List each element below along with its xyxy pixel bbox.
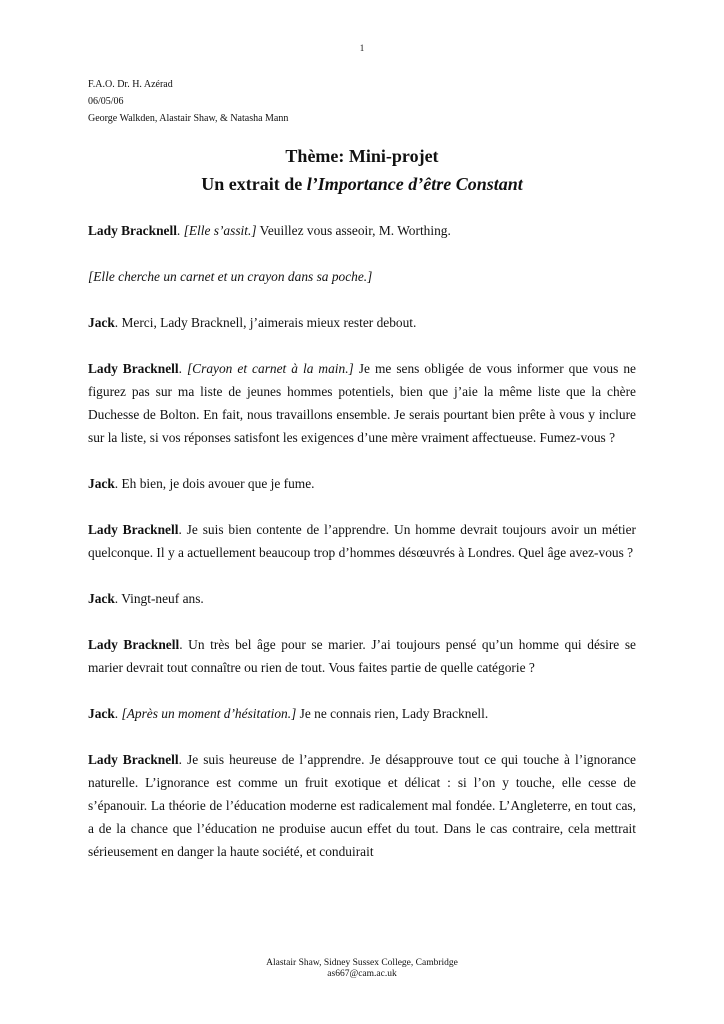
speaker-name: Jack [88,476,115,491]
speaker-name: Lady Bracknell [88,522,179,537]
page-number: 1 [359,43,365,53]
dialogue-text: Je suis bien contente de l’apprendre. Un homme devrait toujours avoir un métier quelconque. Il y a actuellement beaucoup trop d’hommes désœuvrés à Londres. Quel âge avez-vous ? [88,522,636,560]
speaker-name: Jack [88,591,115,606]
speaker-separator: . [178,361,187,376]
dialogue-paragraph [88,587,636,610]
dialogue-text: Merci, Lady Bracknell, j’aimerais mieux rester debout. [121,315,417,330]
stage-direction: [Elle cherche un carnet et un crayon dans sa poche.] [88,269,373,284]
speaker-separator: . [178,752,187,767]
dialogue-paragraph [88,265,636,288]
dialogue-paragraph [88,472,636,495]
dialogue-text: Un très bel âge pour se marier. J’ai toujours pensé qu’un homme qui désire se marier devrait tout connaître ou rien de tout. Vous faites partie de quelle catégorie ? [88,637,636,675]
speaker-separator: . [114,315,122,330]
speaker-separator: . [114,476,122,491]
dialogue-paragraph [88,219,636,242]
dialogue-text: Je ne connais rien, Lady Bracknell. [296,706,489,721]
dialogue-paragraph [88,357,636,449]
document-header [88,76,288,127]
stage-direction: [Après un moment d’hésitation.] [121,706,297,721]
speaker-separator: . [176,223,184,238]
speaker-separator: . [114,706,122,721]
title-play-name: l’Importance d’être Constant [306,174,523,194]
speaker-name: Lady Bracknell [88,223,177,238]
authors-line: George Walkden, Alastair Shaw, & Natasha Mann [88,113,289,124]
speaker-separator: . [179,637,189,652]
page-footer [0,958,724,980]
speaker-separator: . [178,522,187,537]
dialogue-text: Je suis heureuse de l’apprendre. Je désapprouve tout ce qui touche à l’ignorance naturelle. L’ignorance est comme un fruit exotique et délicat : si l’on y touche, elle cesse de s’épanouir. La théorie de l’éducation moderne est radicalement mal fondée. L’Angleterre, en tout cas, a de la chance que l’éducation ne produise aucun effet du tout. Dans le cas contraire, cela mettrait sérieusement en danger la haute société, et conduirait [88,752,636,859]
fao-line: F.A.O. Dr. H. Azérad [88,79,173,90]
dialogue-body [88,219,636,886]
stage-direction: [Crayon et carnet à la main.] [186,361,354,376]
speaker-separator: . [114,591,122,606]
document-title [0,142,724,198]
title-prefix: Un extrait de [201,174,307,194]
footer-email: as667@cam.ac.uk [327,969,397,979]
dialogue-text: Eh bien, je dois avouer que je fume. [121,476,315,491]
speaker-name: Lady Bracknell [88,361,179,376]
title-line-2 [0,170,724,198]
dialogue-paragraph [88,702,636,725]
title-line-1: Thème: Mini-projet [285,146,439,166]
dialogue-text: Vingt-neuf ans. [121,591,204,606]
dialogue-paragraph [88,748,636,863]
speaker-name: Jack [88,706,115,721]
stage-direction: [Elle s’assit.] [183,223,257,238]
dialogue-paragraph [88,311,636,334]
date-line: 06/05/06 [88,96,124,107]
dialogue-text: Veuillez vous asseoir, M. Worthing. [256,223,451,238]
footer-affiliation: Alastair Shaw, Sidney Sussex College, Cambridge [266,958,458,968]
speaker-name: Lady Bracknell [88,752,179,767]
speaker-name: Lady Bracknell [88,637,180,652]
dialogue-text: Je me sens obligée de vous informer que vous ne figurez pas sur ma liste de jeunes hommes potentiels, bien que j’aie la même liste que la chère Duchesse de Bolton. En fait, nous travaillons ensemble. Je serais pourtant bien prête à vous y inclure sur la liste, si vos réponses satisfont les exigences d’une mère vraiment affectueuse. Fumez-vous ? [88,361,636,445]
dialogue-paragraph [88,518,636,564]
speaker-name: Jack [88,315,115,330]
dialogue-paragraph [88,633,636,679]
